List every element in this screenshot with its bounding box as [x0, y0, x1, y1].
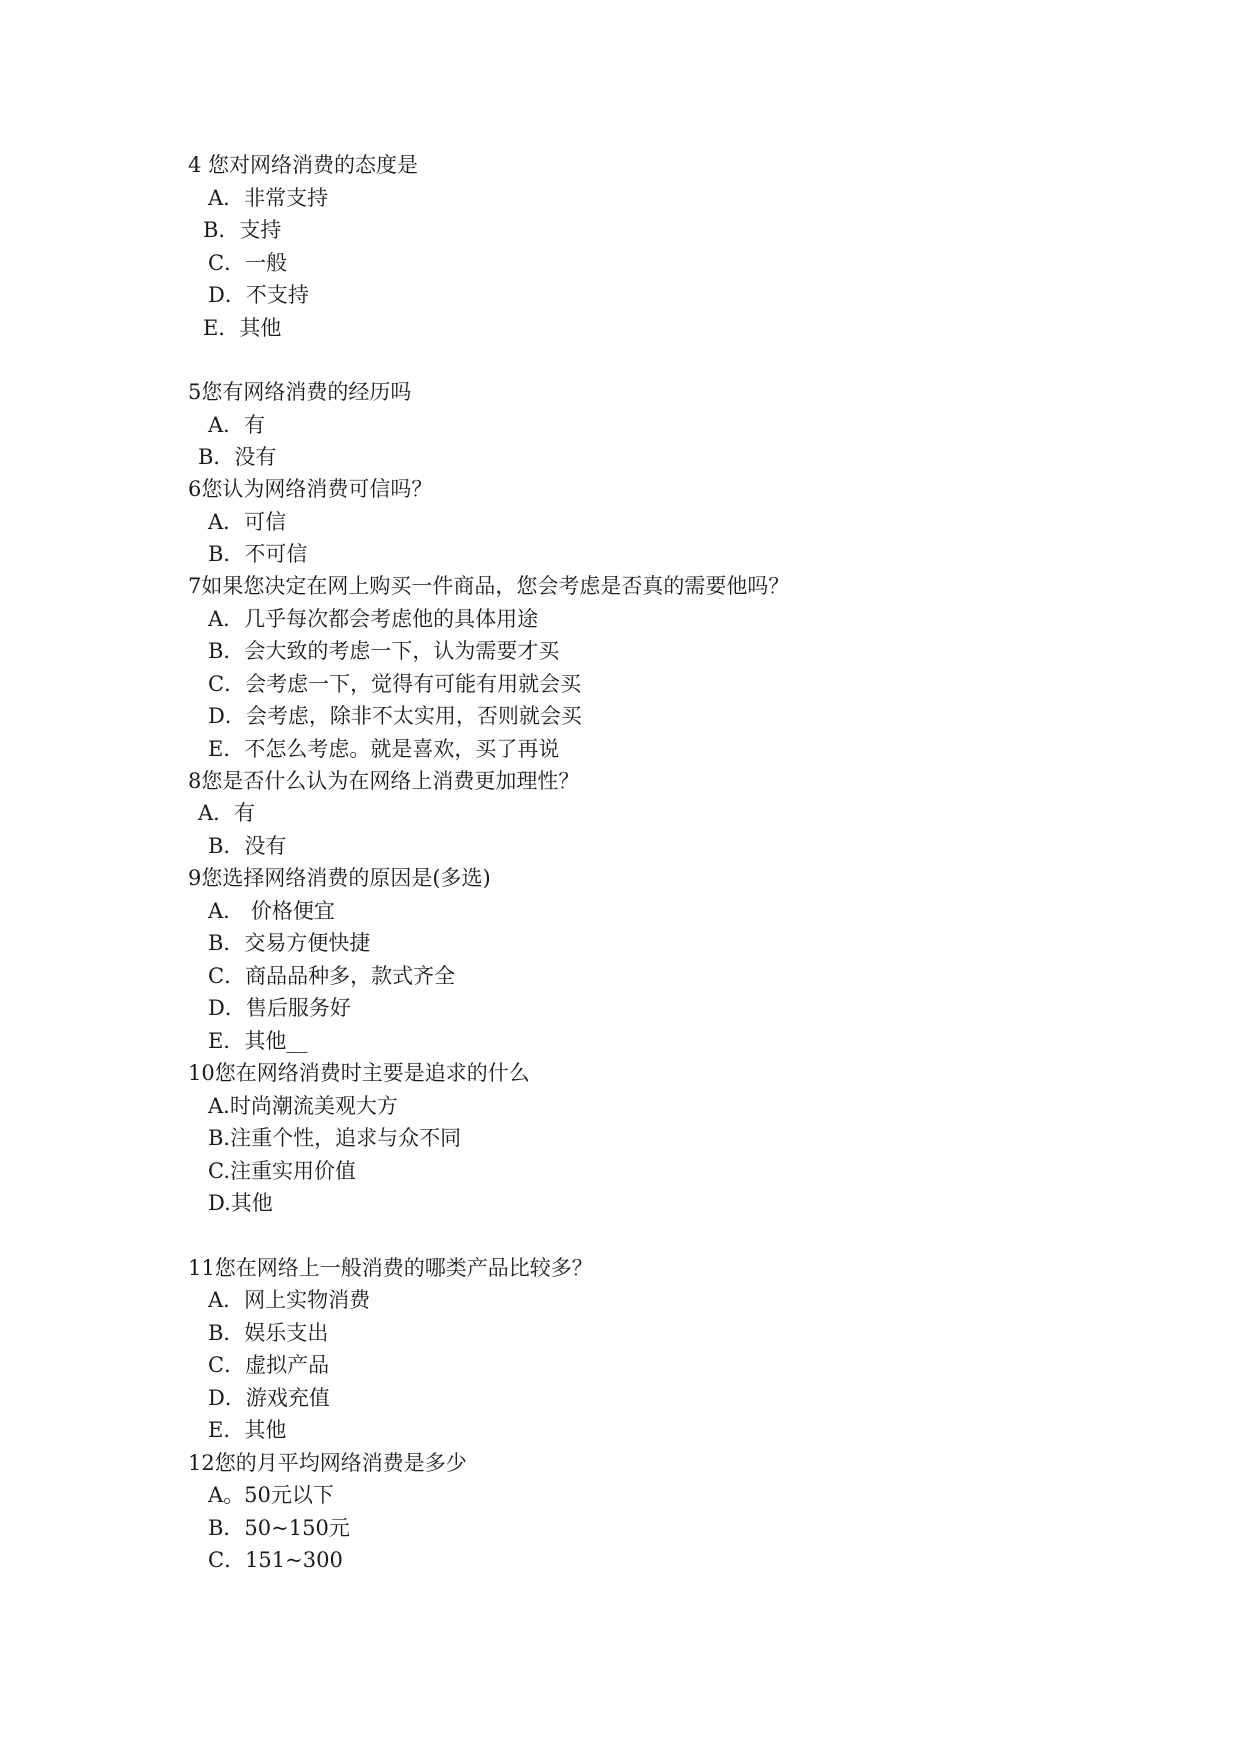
- question-4-option-a: A．非常支持: [208, 186, 329, 210]
- question-5-option-b: B．没有: [198, 445, 277, 469]
- question-7-option-d: D．会考虑，除非不太实用，否则就会买: [208, 704, 582, 728]
- question-9-option-a: A． 价格便宜: [208, 899, 335, 923]
- question-11-option-b: B．娱乐支出: [208, 1321, 329, 1345]
- question-11-option-c: C．虚拟产品: [208, 1353, 330, 1377]
- question-8: 8您是否什么认为在网络上消费更加理性？: [188, 769, 580, 793]
- question-11: 11您在网络上一般消费的哪类产品比较多？: [188, 1256, 593, 1280]
- question-12-option-c: C．151~300: [208, 1548, 343, 1572]
- question-4-option-e: E．其他: [203, 316, 282, 340]
- question-4-option-c: C．一般: [208, 251, 288, 275]
- question-9-option-c: C．商品品种多，款式齐全: [208, 964, 456, 988]
- question-11-option-e: E．其他: [208, 1418, 287, 1442]
- question-12: 12您的月平均网络消费是多少: [188, 1451, 467, 1475]
- question-10: 10您在网络消费时主要是追求的什么: [188, 1061, 530, 1085]
- question-4: 4 您对网络消费的态度是: [188, 153, 419, 177]
- question-7-option-a: A．几乎每次都会考虑他的具体用途: [208, 607, 539, 631]
- question-7-option-c: C．会考虑一下，觉得有可能有用就会买: [208, 672, 582, 696]
- question-9-option-d: D．售后服务好: [208, 996, 351, 1020]
- question-11-option-d: D．游戏充值: [208, 1386, 330, 1410]
- question-4-option-d: D．不支持: [208, 283, 309, 307]
- question-6-option-a: A．可信: [208, 510, 287, 534]
- question-8-option-b: B．没有: [208, 834, 287, 858]
- question-7-option-b: B．会大致的考虑一下，认为需要才买: [208, 639, 560, 663]
- question-7-option-e: E．不怎么考虑。就是喜欢，买了再说: [208, 737, 560, 761]
- question-9-option-b: B．交易方便快捷: [208, 931, 371, 955]
- question-5: 5您有网络消费的经历吗: [188, 380, 412, 404]
- question-10-option-d: D.其他: [208, 1191, 273, 1215]
- question-10-option-a: A.时尚潮流美观大方: [208, 1094, 398, 1118]
- question-4-option-b: B．支持: [203, 218, 282, 242]
- question-11-option-a: A．网上实物消费: [208, 1288, 371, 1312]
- question-10-option-c: C.注重实用价值: [208, 1159, 356, 1183]
- question-5-option-a: A．有: [208, 413, 266, 437]
- question-6: 6您认为网络消费可信吗？: [188, 477, 433, 501]
- question-10-option-b: B.注重个性，追求与众不同: [208, 1126, 462, 1150]
- question-9: 9您选择网络消费的原因是(多选): [188, 866, 491, 890]
- question-7: 7如果您决定在网上购买一件商品，您会考虑是否真的需要他吗？: [188, 574, 790, 598]
- question-6-option-b: B．不可信: [208, 542, 308, 566]
- question-9-option-e: E．其他__: [208, 1029, 308, 1053]
- question-8-option-a: A．有: [198, 801, 256, 825]
- question-12-option-a: A。50元以下: [208, 1483, 334, 1507]
- question-12-option-b: B．50~150元: [208, 1516, 350, 1540]
